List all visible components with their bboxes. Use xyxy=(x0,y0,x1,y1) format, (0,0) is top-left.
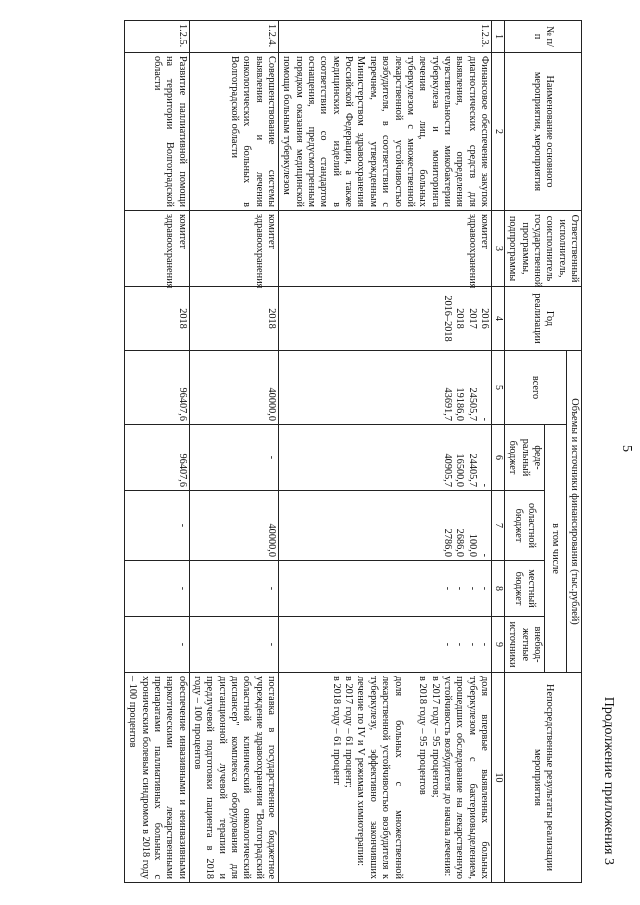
header-federal: феде-ральный бюджет xyxy=(504,425,544,491)
col-index: 4 xyxy=(491,287,504,351)
total: 40000,0 xyxy=(189,351,278,425)
col-index: 6 xyxy=(491,425,504,491)
col-index: 9 xyxy=(491,617,504,673)
header-num: № п/п xyxy=(504,21,581,53)
local: - xyxy=(189,561,278,617)
header-regional: областной бюджет xyxy=(504,491,544,561)
table-row xyxy=(189,21,278,883)
federal: 96407,6 xyxy=(124,425,189,491)
federal: - 24405,7 16500,0 40905,7 xyxy=(279,425,492,491)
regional: - 100,0 2686,0 2786,0 xyxy=(279,491,492,561)
year: 2018 xyxy=(189,287,278,351)
header-local: местный бюджет xyxy=(504,561,544,617)
result: обеспечение инвазивными и неинвазивными наркотическими лекарственными препаратами паллиативных больных с хроническим болевым синдромом в 2018 году – 100 процентов xyxy=(124,673,189,883)
col-index: 10 xyxy=(491,673,504,883)
measure-name: Совершенствование системы выявления и лечения онкологических больных в Волгоградской области xyxy=(189,53,278,211)
responsible: комитет здравоохранения xyxy=(124,211,189,287)
continuation-caption: Продолжение приложения 3 xyxy=(601,696,616,865)
total: - 24505,7 19186,0 43691,7 xyxy=(279,351,492,425)
measure-name: Финансовое обеспечение закупок диагностических средств для выявления, определения чувствительности микобактерии туберкулеза и мониторинга лечения лиц, больных туберкулезом с множественной лекарственной устойчивостью возбудителя, в соответствии с перечнем, утвержденным Министерством здравоохранения Российской Федерации, а также медицинских изделий в соответствии со стандартом оснащения, предусмотренным порядком оказания медицинской помощи больным туберкулезом xyxy=(279,53,492,211)
result: доля впервые выявленных больных туберкулезом с бактериовыделением, прошедших обследование на лекарственную устойчивость возбудителя до начала лечения: в 2017 году – 95 процентов; в 2018 году – 95 процентов доля больных с множественной лекарственной устойчивостью возбудителя к туберкулезу, эффективно закончивших лечение по IV и V режимам химиотерапии: в 2017 году – 61 процент; в 2018 году – 61 процент xyxy=(279,673,492,883)
year: 2018 xyxy=(124,287,189,351)
row-number: 1.2.3. xyxy=(279,21,492,53)
total: 96407,6 xyxy=(124,351,189,425)
col-index: 5 xyxy=(491,351,504,425)
local: - xyxy=(124,561,189,617)
responsible: комитет здравоохранения xyxy=(189,211,278,287)
header-financing: Объемы и источники финансирования (тыс.рублей) xyxy=(566,351,581,673)
extrabudget: - xyxy=(124,617,189,673)
page-number: 5 xyxy=(619,445,634,452)
table-row xyxy=(279,21,492,883)
col-index: 2 xyxy=(491,53,504,211)
measures-table xyxy=(124,20,582,883)
col-index: 7 xyxy=(491,491,504,561)
header-total: всего xyxy=(504,351,566,425)
row-number: 1.2.5. xyxy=(124,21,189,53)
col-index: 8 xyxy=(491,561,504,617)
header-responsible: Ответственный исполнитель, соисполнитель государственной программы, подпрограммы xyxy=(504,211,581,287)
federal: - xyxy=(189,425,278,491)
header-result: Непосредственные результаты реализации мероприятия xyxy=(504,673,581,883)
extrabudget: - xyxy=(189,617,278,673)
header-including: в том числе xyxy=(544,425,566,673)
regional: - xyxy=(124,491,189,561)
header-name: Наименование основного мероприятия, мероприятия xyxy=(504,53,581,211)
col-index: 3 xyxy=(491,211,504,287)
header-extrabudget: внебюд-жетные источники xyxy=(504,617,544,673)
header-year: Год реализации xyxy=(504,287,581,351)
year: 2016 2017 2018 2016–2018 xyxy=(279,287,492,351)
responsible: комитет здравоохранения xyxy=(279,211,492,287)
result: поставка в государственное бюджетное учреждение здравоохранения "Волгоградский областной клинический онкологический диспансер" комплекса оборудования для дистанционной лучевой терапии и предлучевой подготовки пациента в 2018 году – 100 процентов xyxy=(189,673,278,883)
col-index: 1 xyxy=(491,21,504,53)
row-number: 1.2.4. xyxy=(189,21,278,53)
table-row xyxy=(124,21,189,883)
regional: 40000,0 xyxy=(189,491,278,561)
extrabudget: - - - - xyxy=(279,617,492,673)
measure-name: Развитие паллиативной помощи на территории Волгоградской области xyxy=(124,53,189,211)
local: - - - - xyxy=(279,561,492,617)
